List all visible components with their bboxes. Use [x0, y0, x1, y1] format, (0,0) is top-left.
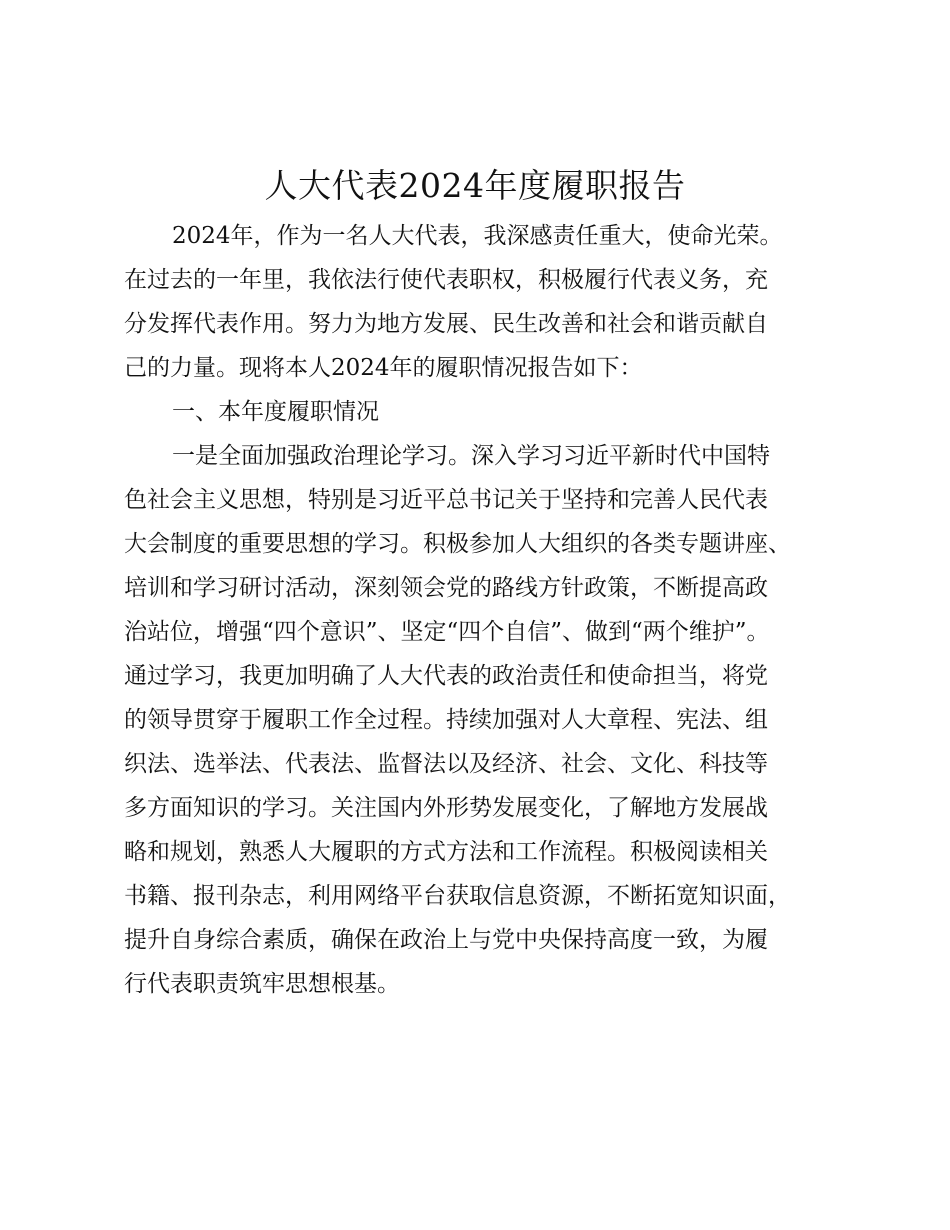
paragraph-line: 的领导贯穿于履职工作全过程。持续加强对人大章程、宪法、组: [124, 707, 768, 733]
paragraph-line: 培训和学习研讨活动，深刻领会党的路线方针政策，不断提高政: [124, 575, 768, 601]
paragraph-line: 大会制度的重要思想的学习。积极参加人大组织的各类专题讲座、: [124, 531, 791, 557]
paragraph-line: 书籍、报刊杂志，利用网络平台获取信息资源，不断拓宽知识面，: [124, 883, 791, 909]
paragraph-line: 行代表职责筑牢思想根基。: [124, 971, 400, 997]
paragraph-line: 分发挥代表作用。努力为地方发展、民生改善和社会和谐贡献自: [124, 311, 768, 337]
document-title: 人大代表2024年度履职报告: [264, 166, 686, 205]
paragraph-line: 2024年，作为一名人大代表，我深感责任重大，使命光荣。: [172, 223, 783, 249]
paragraph-line: 治站位，增强“四个意识”、坚定“四个自信”、做到“两个维护”。: [124, 619, 770, 645]
paragraph-line: 一是全面加强政治理论学习。深入学习习近平新时代中国特: [172, 443, 770, 469]
paragraph-line: 提升自身综合素质，确保在政治上与党中央保持高度一致，为履: [124, 927, 768, 953]
paragraph-line: 织法、选举法、代表法、监督法以及经济、社会、文化、科技等: [124, 751, 768, 777]
paragraph-line: 多方面知识的学习。关注国内外形势发展变化，了解地方发展战: [124, 795, 768, 821]
paragraph-line: 略和规划，熟悉人大履职的方式方法和工作流程。积极阅读相关: [124, 839, 768, 865]
paragraph-line: 通过学习，我更加明确了人大代表的政治责任和使命担当，将党: [124, 663, 768, 689]
section-heading: 一、本年度履职情况: [172, 399, 379, 425]
paragraph-line: 己的力量。现将本人2024年的履职情况报告如下：: [124, 355, 643, 381]
paragraph-line: 在过去的一年里，我依法行使代表职权，积极履行代表义务，充: [124, 267, 768, 293]
paragraph-line: 色社会主义思想，特别是习近平总书记关于坚持和完善人民代表: [124, 487, 768, 513]
